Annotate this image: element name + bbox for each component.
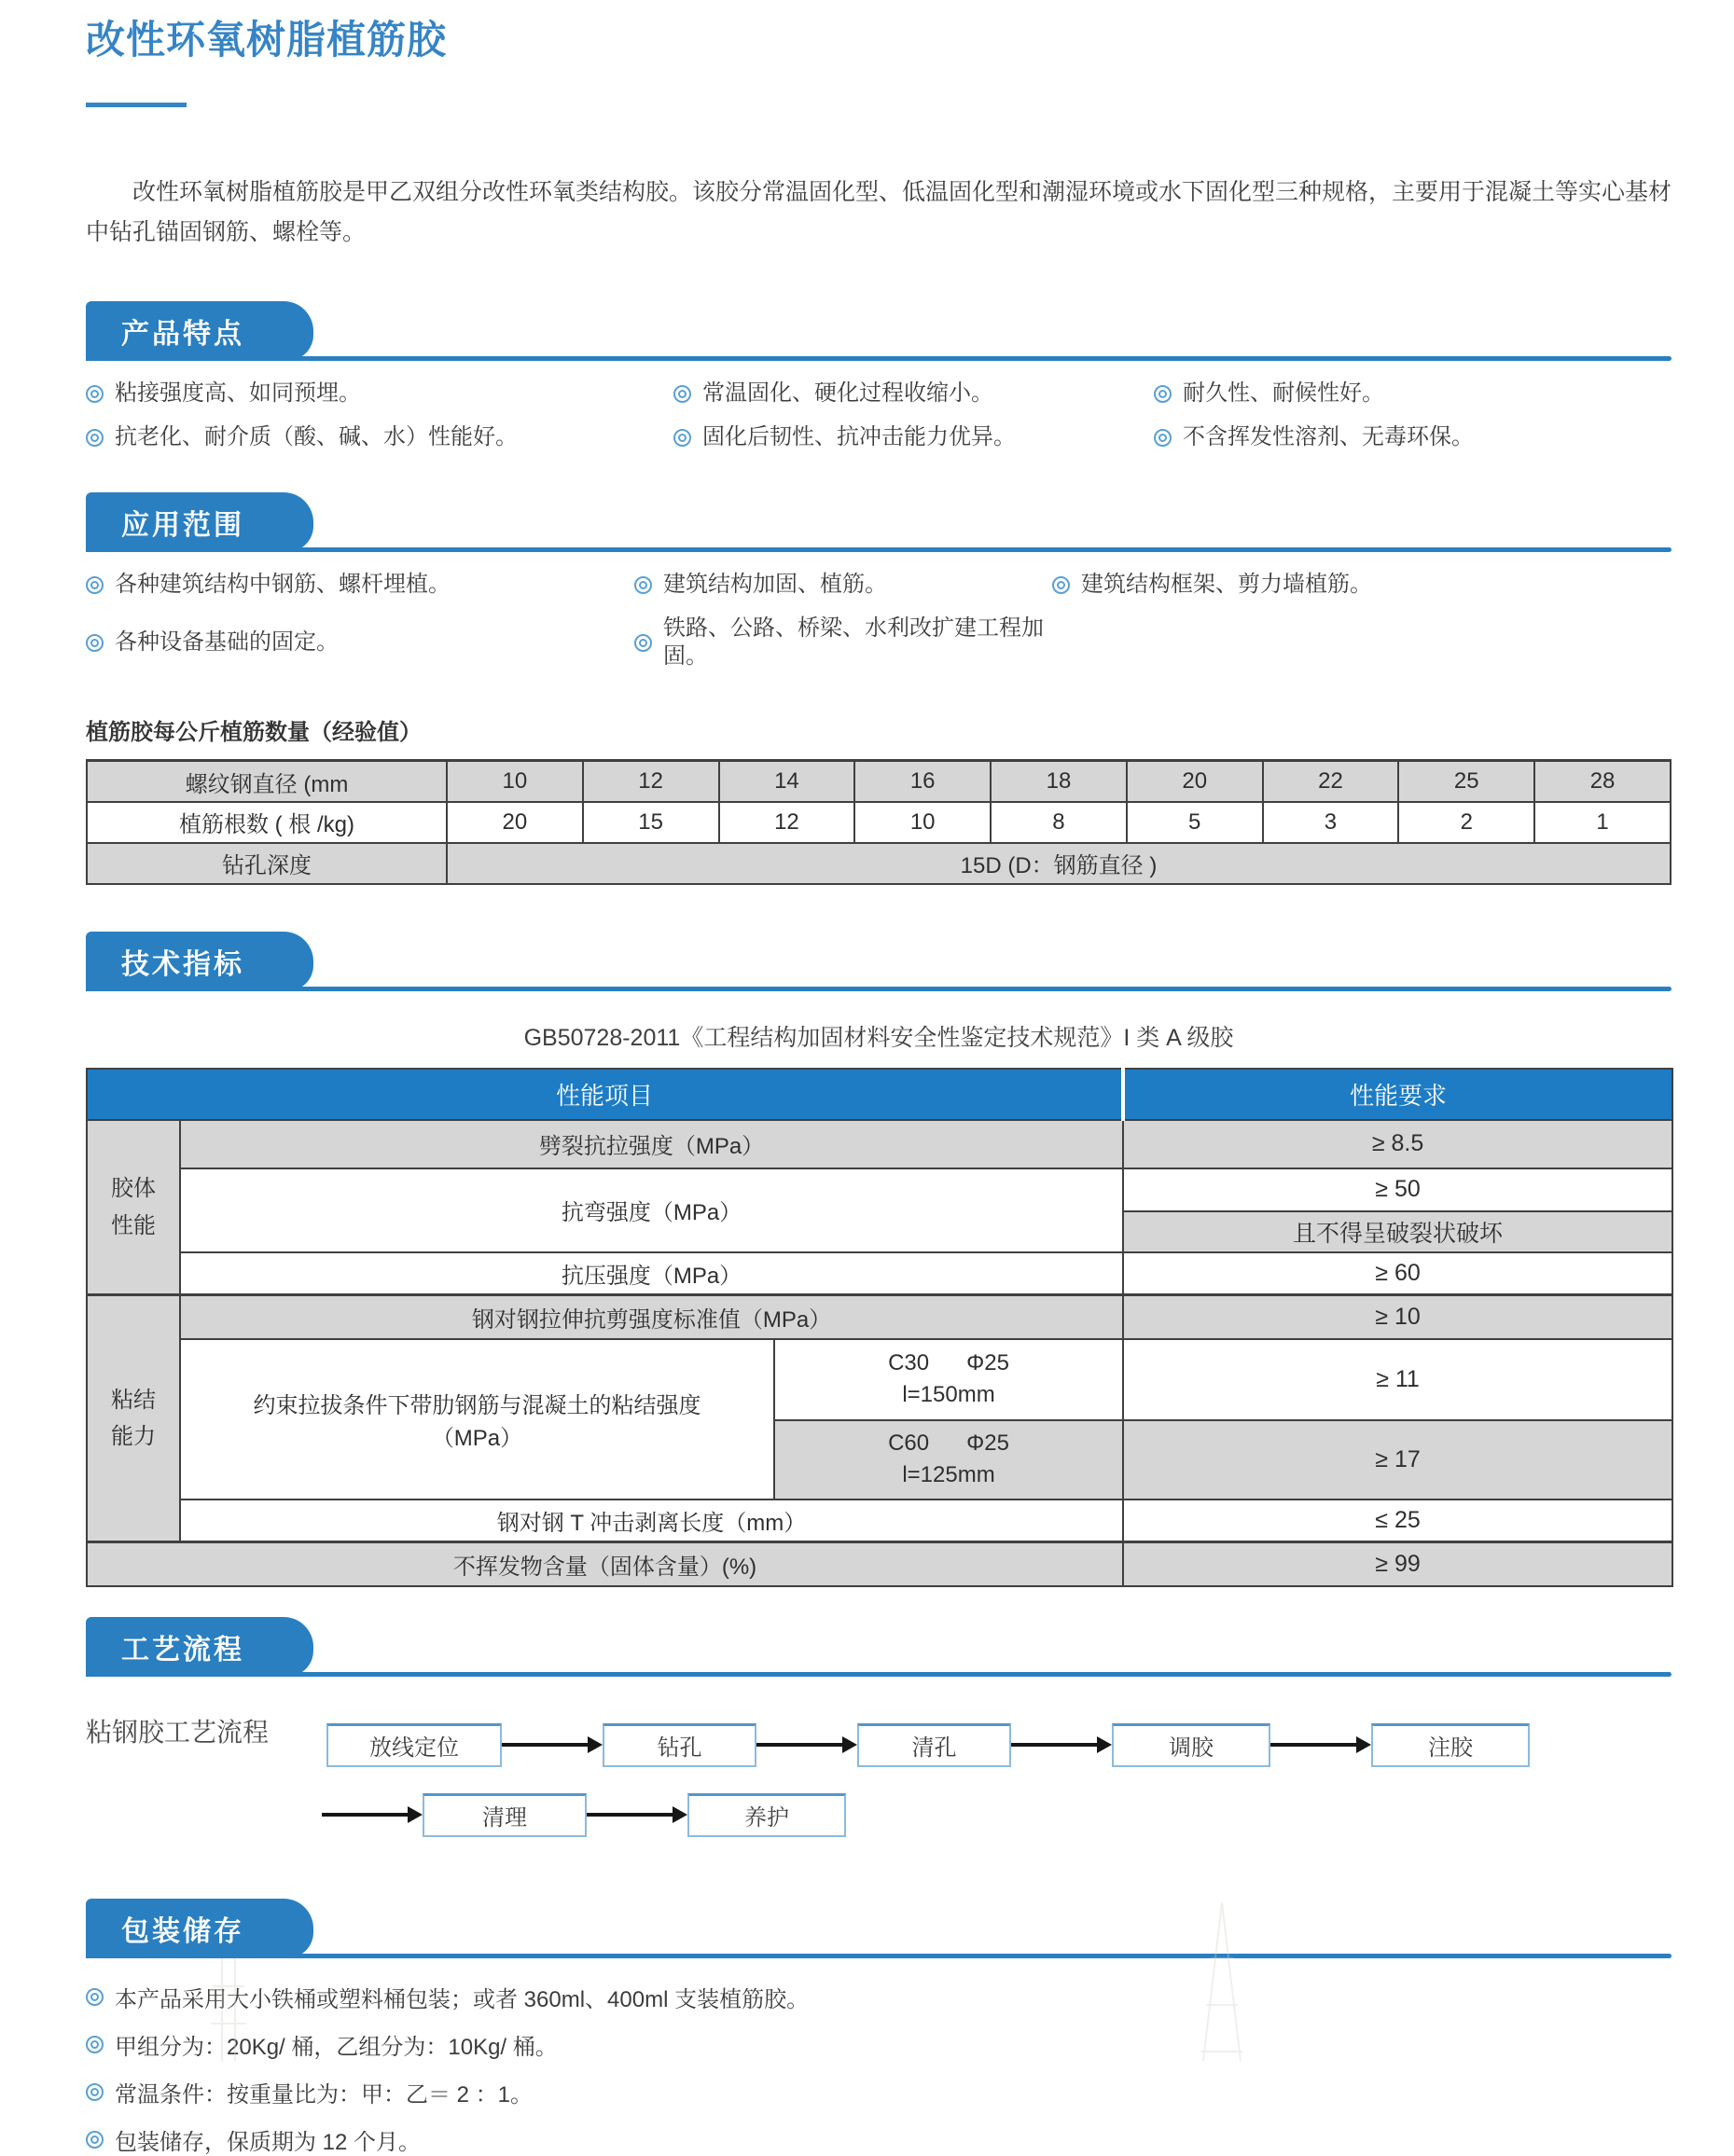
application-text: 建筑结构框架、剪力墙植筋。	[1081, 572, 1372, 598]
rebar-count-table	[86, 759, 1672, 885]
application-text: 各种设备基础的固定。	[115, 629, 339, 656]
feature-item	[673, 423, 1154, 451]
row-label-cell: 钻孔深度	[87, 843, 447, 884]
flow-row	[322, 1793, 1672, 1837]
column-header-property: 性能项目	[87, 1069, 1123, 1120]
section-title-applications: 应用范围	[121, 510, 244, 542]
section-header-applications	[86, 491, 1672, 552]
page-title: 改性环氧树脂植筋胶	[86, 18, 448, 62]
group-label: 胶体性能	[111, 1176, 156, 1238]
table-cell: 12	[719, 802, 855, 843]
bullseye-bullet-icon	[86, 634, 104, 652]
table-cell: 8	[991, 802, 1127, 843]
section-header-packaging	[86, 1897, 1672, 1958]
table-row	[87, 1168, 1672, 1211]
requirement-cell: ≥ 60	[1123, 1252, 1672, 1295]
condition-line: C30 Φ25	[888, 1349, 1009, 1375]
requirement-cell: ≥ 10	[1123, 1295, 1672, 1339]
property-line: （MPa）	[431, 1425, 523, 1451]
property-cell	[180, 1339, 774, 1500]
requirement-cell: ≥ 50	[1123, 1168, 1672, 1211]
flow-step-box: 清孔	[857, 1723, 1011, 1767]
packaging-item	[86, 2028, 1672, 2061]
arrow-right-icon	[756, 1736, 857, 1753]
table-cell: 10	[854, 802, 991, 843]
table-cell: 2	[1398, 802, 1534, 843]
requirement-cell: ≥ 17	[1123, 1420, 1672, 1500]
packaging-list	[86, 1981, 1672, 2156]
requirement-cell: ≥ 11	[1123, 1339, 1672, 1420]
table-cell: 20	[1127, 761, 1263, 802]
flow-subtitle: 粘钢胶工艺流程	[86, 1717, 270, 1747]
application-text: 建筑结构加固、植筋。	[663, 572, 887, 598]
process-flowchart	[86, 1708, 1672, 1858]
table-cell: 20	[447, 802, 583, 843]
title-underline	[86, 103, 187, 107]
application-item	[1052, 571, 1672, 599]
section-header-features	[86, 299, 1672, 361]
flow-step-box: 放线定位	[326, 1723, 502, 1767]
feature-text: 固化后韧性、抗冲击能力优异。	[702, 424, 1016, 450]
feature-item	[1154, 423, 1672, 451]
bullseye-bullet-icon	[1052, 576, 1070, 594]
feature-text: 粘接强度高、如同预埋。	[115, 380, 361, 407]
condition-cell	[774, 1339, 1123, 1420]
flow-step-box: 注胶	[1371, 1723, 1530, 1767]
section-title-features: 产品特点	[121, 319, 244, 351]
requirement-cell: 且不得呈破裂状破坏	[1123, 1211, 1672, 1252]
bullseye-bullet-icon	[634, 576, 652, 594]
flow-step-box: 清理	[423, 1793, 587, 1837]
flow-step-box: 钻孔	[603, 1723, 756, 1767]
bullseye-bullet-icon	[1154, 429, 1172, 447]
features-list	[86, 380, 1672, 451]
table-row	[87, 1120, 1672, 1168]
section-badge	[86, 1899, 313, 1958]
tech-standard-subtitle: GB50728-2011《工程结构加固材料安全性鉴定技术规范》I 类 A 级胶	[523, 1024, 1234, 1051]
group-cell	[87, 1295, 180, 1542]
flow-step-box: 调胶	[1112, 1723, 1270, 1767]
property-cell: 钢对钢拉伸抗剪强度标准值（MPa）	[180, 1295, 1123, 1339]
feature-text: 不含挥发性溶剂、无毒环保。	[1183, 424, 1474, 450]
row-label-cell: 螺纹钢直径 (mm	[87, 761, 447, 802]
bullseye-bullet-icon	[86, 2083, 104, 2101]
condition-line: C60 Φ25	[888, 1430, 1009, 1456]
property-line: 约束拉拔条件下带肋钢筋与混凝土的粘结强度	[253, 1392, 701, 1418]
section-badge	[86, 1617, 313, 1677]
bullseye-bullet-icon	[634, 634, 652, 652]
flow-step-box: 养护	[687, 1793, 846, 1837]
table-cell: 1	[1534, 802, 1671, 843]
table-row	[87, 843, 1671, 884]
application-item	[86, 629, 634, 656]
row-label-cell: 植筋根数 ( 根 /kg)	[87, 802, 447, 843]
packaging-item	[86, 1981, 1672, 2013]
feature-text: 常温固化、硬化过程收缩小。	[702, 380, 993, 407]
table-cell: 22	[1263, 761, 1399, 802]
arrow-right-icon	[1011, 1736, 1112, 1753]
packaging-text: 甲组分为：20Kg/ 桶，乙组分为：10Kg/ 桶。	[115, 2034, 558, 2060]
property-cell: 劈裂抗拉强度（MPa）	[180, 1120, 1123, 1168]
section-title-tech: 技术指标	[121, 948, 244, 980]
table-row	[87, 802, 1671, 843]
application-item	[634, 571, 1052, 599]
bullseye-bullet-icon	[86, 2036, 104, 2053]
bullseye-bullet-icon	[673, 429, 691, 447]
intro-paragraph: 改性环氧树脂植筋胶是甲乙双组分改性环氧类结构胶。该胶分常温固化型、低温固化型和潮湿环境或水下固化型三种规格，主要用于混凝土等实心基材中钻孔锚固钢筋、螺栓等。	[86, 179, 1672, 246]
arrow-right-icon	[587, 1806, 687, 1823]
section-header-process	[86, 1615, 1672, 1677]
section-underline	[86, 1954, 1672, 1958]
flow-row	[326, 1708, 1672, 1767]
table-row	[87, 1339, 1672, 1420]
table-cell: 15D (D：钢筋直径 )	[447, 843, 1671, 884]
table-cell: 5	[1127, 802, 1263, 843]
property-cell: 抗弯强度（MPa）	[180, 1168, 1123, 1252]
feature-item	[86, 423, 673, 451]
bullseye-bullet-icon	[86, 1988, 104, 2006]
table-cell: 14	[719, 761, 855, 802]
condition-line: l=150mm	[902, 1382, 995, 1408]
table-cell: 28	[1534, 761, 1671, 802]
section-underline	[86, 356, 1672, 361]
packaging-text: 包装储存，保质期为 12 个月。	[115, 2129, 422, 2155]
application-text: 各种建筑结构中钢筋、螺杆埋植。	[115, 572, 451, 598]
section-badge	[86, 492, 313, 552]
table-row	[87, 1252, 1672, 1295]
bullseye-bullet-icon	[86, 429, 104, 447]
packaging-text: 本产品采用大小铁桶或塑料桶包装；或者 360ml、400ml 支装植筋胶。	[115, 1986, 810, 2012]
requirement-cell: ≥ 8.5	[1123, 1120, 1672, 1168]
property-cell: 不挥发物含量（固体含量）(%)	[87, 1542, 1123, 1586]
packaging-item	[86, 2076, 1672, 2108]
section-underline	[86, 987, 1672, 991]
table-row	[87, 1500, 1672, 1542]
group-label: 粘结能力	[111, 1387, 156, 1450]
application-text: 铁路、公路、桥梁、水利改扩建工程加固。	[663, 615, 1044, 670]
packaging-text: 常温条件：按重量比为：甲：乙＝ 2 ：1。	[115, 2081, 534, 2108]
table-cell: 12	[583, 761, 719, 802]
property-cell: 抗压强度（MPa）	[180, 1252, 1123, 1295]
column-header-requirement: 性能要求	[1123, 1069, 1672, 1120]
arrow-right-icon	[1270, 1736, 1371, 1753]
condition-cell	[774, 1420, 1123, 1500]
requirement-cell: ≤ 25	[1123, 1500, 1672, 1542]
application-item	[634, 615, 1052, 670]
group-cell	[87, 1120, 180, 1295]
requirement-cell: ≥ 99	[1123, 1542, 1672, 1586]
condition-line: l=125mm	[902, 1462, 995, 1488]
rebar-table-title: 植筋胶每公斤植筋数量（经验值）	[86, 720, 422, 746]
feature-item	[1154, 380, 1672, 408]
applications-list	[86, 571, 1672, 670]
bullseye-bullet-icon	[86, 385, 104, 403]
section-badge	[86, 932, 313, 991]
table-header-row	[87, 1069, 1672, 1120]
section-underline	[86, 1672, 1672, 1677]
table-cell: 16	[854, 761, 991, 802]
table-cell: 3	[1263, 802, 1399, 843]
section-title-process: 工艺流程	[121, 1634, 244, 1665]
table-row	[87, 761, 1671, 802]
bullseye-bullet-icon	[86, 576, 104, 594]
feature-text: 抗老化、耐介质（酸、碱、水）性能好。	[115, 424, 518, 450]
table-cell: 15	[583, 802, 719, 843]
bullseye-bullet-icon	[86, 2131, 104, 2149]
section-badge	[86, 301, 313, 361]
tech-spec-table	[86, 1068, 1673, 1587]
table-row	[87, 1542, 1672, 1586]
section-underline	[86, 547, 1672, 552]
section-title-packaging: 包装储存	[121, 1915, 244, 1947]
feature-item	[673, 380, 1154, 408]
table-cell: 25	[1398, 761, 1534, 802]
table-cell: 10	[447, 761, 583, 802]
property-cell: 钢对钢 T 冲击剥离长度（mm）	[180, 1500, 1123, 1542]
bullseye-bullet-icon	[1154, 385, 1172, 403]
arrow-right-icon	[322, 1806, 423, 1823]
table-cell: 18	[991, 761, 1127, 802]
bullseye-bullet-icon	[673, 385, 691, 403]
table-row	[87, 1295, 1672, 1339]
packaging-item	[86, 2123, 1672, 2156]
feature-text: 耐久性、耐候性好。	[1183, 380, 1384, 407]
application-item	[86, 571, 634, 599]
arrow-right-icon	[502, 1736, 603, 1753]
section-header-tech	[86, 930, 1672, 991]
feature-item	[86, 380, 673, 408]
